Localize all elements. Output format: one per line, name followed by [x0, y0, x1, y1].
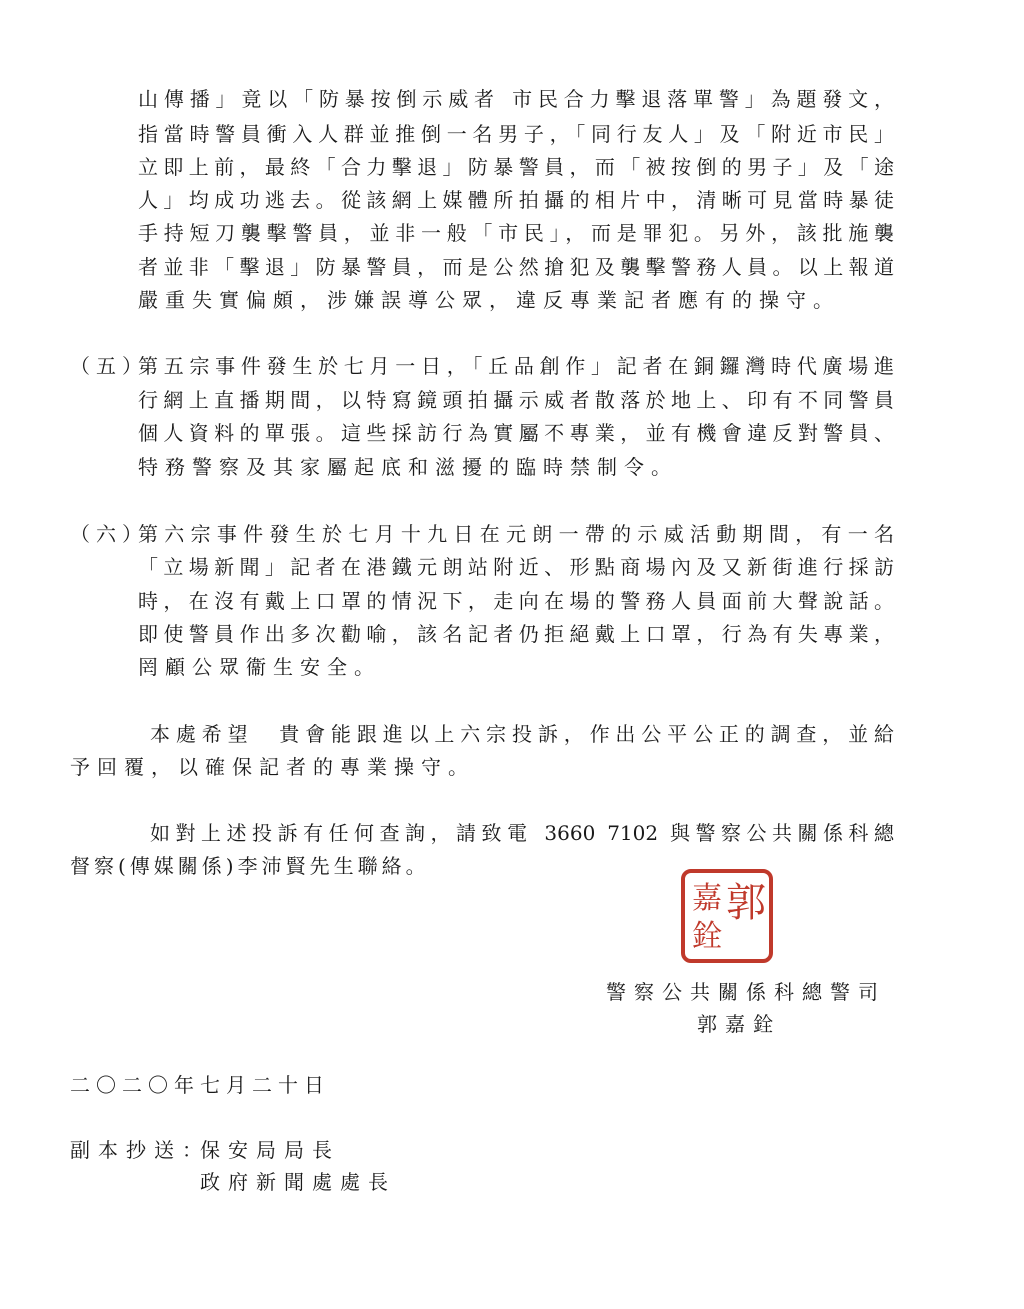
text-line: 本處希望 貴會能跟進以上六宗投訴，作出公平公正的調查，並給: [150, 722, 894, 746]
text-line: 如對上述投訴有任何查詢，請致電 3660 7102 與警察公共關係科總: [150, 821, 894, 845]
text-line: 嚴重失實偏頗，涉嫌誤導公眾，違反專業記者應有的操守。: [138, 288, 840, 312]
letter-date: 二〇二〇年七月二十日: [70, 1073, 330, 1097]
text-line: 督察(傳媒關係)李沛賢先生聯絡。: [70, 854, 430, 878]
text-line: 即使警員作出多次勸喻，該名記者仍拒絕戴上口罩，行為有失專業，: [138, 622, 894, 646]
signature-title: 警察公共關係科總警司: [606, 980, 886, 1004]
text-line: 罔顧公眾衞生安全。: [138, 655, 381, 679]
paragraph-number: （六）: [70, 522, 148, 546]
text-line: 行網上直播期間，以特寫鏡頭拍攝示威者散落於地上、印有不同警員: [138, 388, 894, 412]
text-line: 時，在沒有戴上口罩的情況下，走向在場的警務人員面前大聲說話。: [138, 589, 894, 613]
seal-char: 嘉: [692, 881, 722, 916]
text-line: 指當時警員衝入人群並推倒一名男子，「同行友人」及「附近市民」: [138, 122, 894, 146]
text-line: 人」均成功逃去。從該網上媒體所拍攝的相片中，清晰可見當時暴徒: [138, 188, 894, 212]
text-line: 第五宗事件發生於七月一日，「丘品創作」記者在銅鑼灣時代廣場進: [138, 354, 894, 378]
paragraph-number: （五）: [70, 354, 148, 378]
cc-recipient: 政府新聞處處長: [200, 1170, 396, 1194]
cc-recipient: 保安局局長: [200, 1138, 340, 1162]
text-line: 手持短刀襲擊警員，並非一般「市民」，而是罪犯。另外，該批施襲: [138, 221, 894, 245]
official-seal: [680, 868, 774, 964]
text-line: 個人資料的單張。這些採訪行為實屬不專業，並有機會違反對警員、: [138, 421, 894, 445]
text-line: 特務警察及其家屬起底和滋擾的臨時禁制令。: [138, 455, 678, 479]
text-line: 山傳播」竟以「防暴按倒示威者 市民合力擊退落單警」為題發文，: [138, 87, 894, 111]
seal-char: 銓: [692, 919, 722, 954]
signature-name: 郭嘉銓: [697, 1012, 781, 1036]
seal-char: 郭: [726, 880, 766, 926]
text-line: 第六宗事件發生於七月十九日在元朗一帶的示威活動期間，有一名: [138, 522, 894, 546]
cc-label: 副本抄送：: [70, 1138, 210, 1162]
text-line: 者並非「擊退」防暴警員，而是公然搶犯及襲擊警務人員。以上報道: [138, 255, 894, 279]
text-line: 立即上前，最終「合力擊退」防暴警員，而「被按倒的男子」及「途: [138, 155, 894, 179]
text-line: 予回覆，以確保記者的專業操守。: [70, 755, 475, 779]
text-line: 「立場新聞」記者在港鐵元朗站附近、形點商場內及又新街進行採訪: [138, 555, 894, 579]
